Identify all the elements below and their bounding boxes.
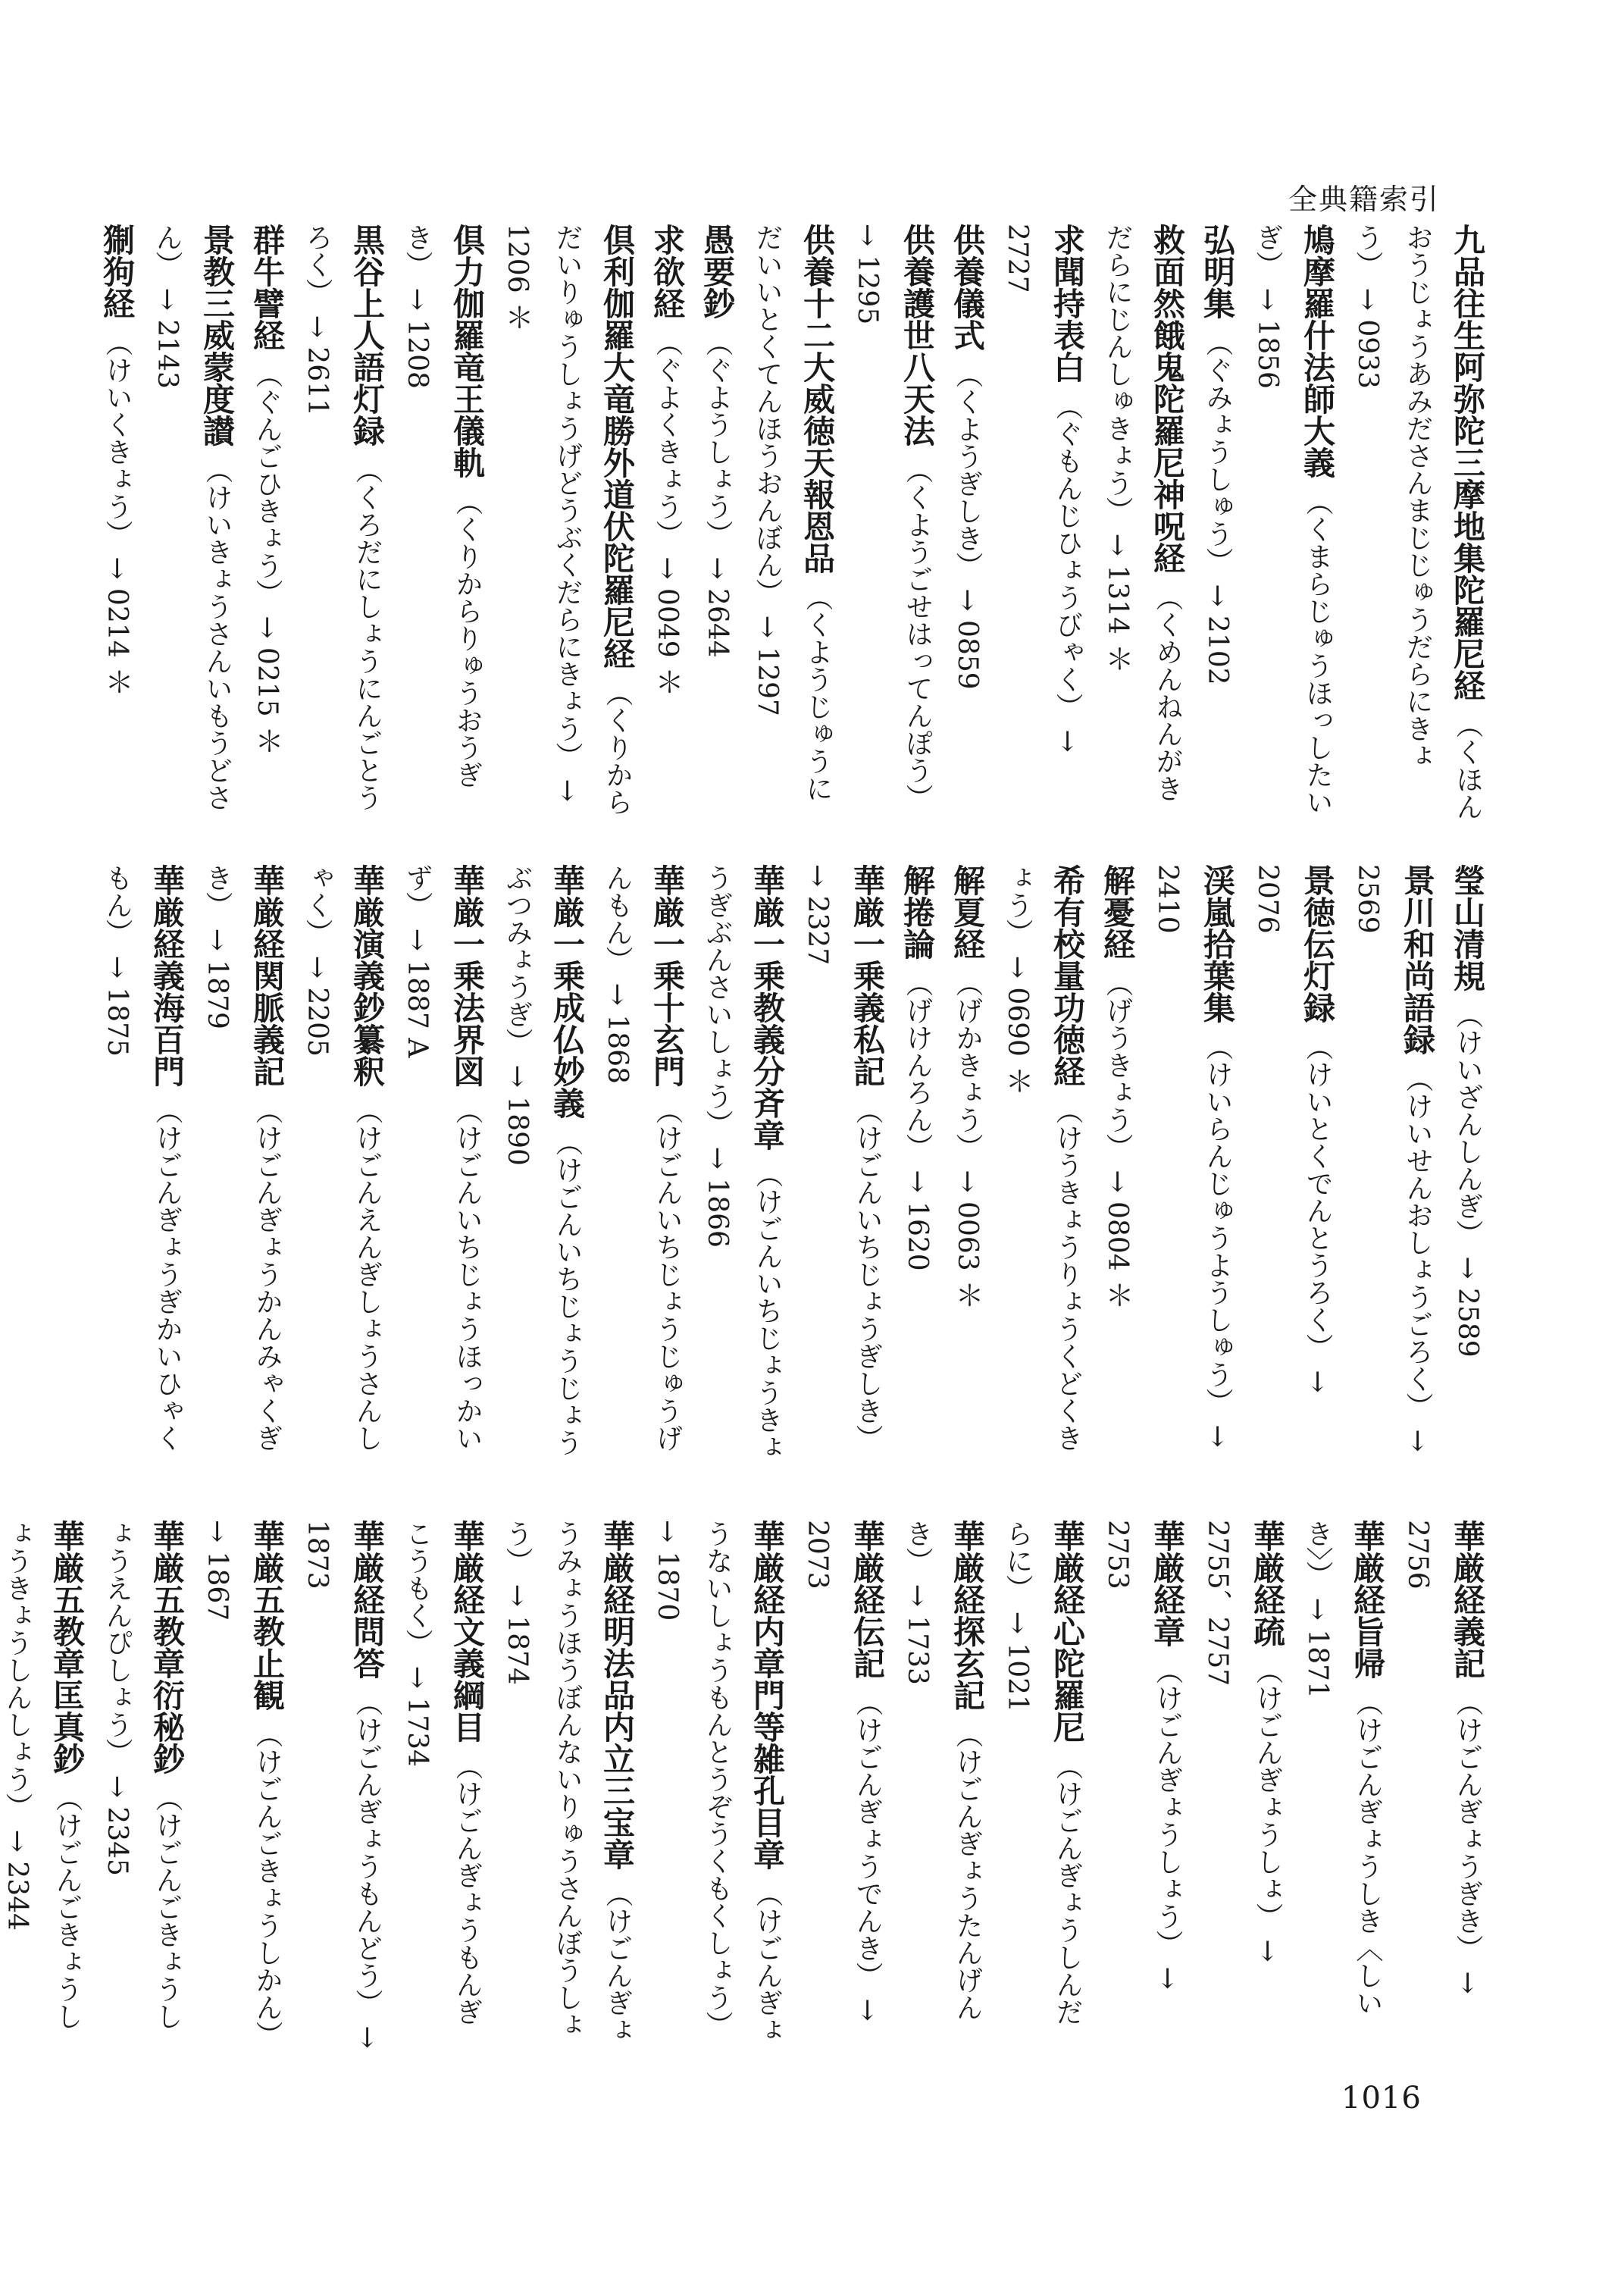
entry-reference: → 2753: [1102, 1520, 1183, 1990]
index-entry: [992, 224, 1092, 822]
entry-title: 希有校量功徳経: [1049, 864, 1086, 1087]
index-entry: [1392, 1520, 1492, 2050]
entry-reference: → 1733: [902, 1583, 933, 1685]
entry-title: 求聞持表白: [1049, 224, 1086, 383]
entry-title: 華厳経心陀羅尼: [1049, 1520, 1086, 1743]
entry-reading: （けいらんじゅうようしゅう）: [1202, 1032, 1233, 1415]
index-entry: [1442, 864, 1492, 1463]
entry-reference: → 1620: [902, 1170, 933, 1271]
entry-reference: → 2569: [1352, 864, 1433, 1452]
entry-mark: ＊: [1100, 644, 1134, 673]
entry-title: 華厳一乗義私記: [849, 864, 886, 1087]
entry-title: 華厳五教章匡真鈔: [49, 1520, 86, 1774]
entry-mark: ＊: [250, 726, 283, 756]
index-entry: [242, 224, 292, 822]
entry-title: 瑩山清規: [1449, 864, 1486, 991]
entry-reading: （けごんぎょうかんみゃくぎき）: [202, 864, 283, 1452]
index-entry: [1142, 864, 1242, 1463]
entry-reference: → 1874: [502, 1583, 533, 1685]
entry-reference: → 2756: [1402, 1520, 1483, 1994]
entry-reference: → 2205: [302, 955, 333, 1057]
entry-reference: → 2344: [2, 1829, 33, 1931]
entry-title: 供養護世八天法: [899, 224, 936, 446]
entry-title: 猘狗経: [99, 224, 136, 319]
index-entry: [192, 864, 292, 1463]
index-entry: [892, 864, 942, 1463]
index-entry: [742, 224, 842, 822]
index-entry: [842, 224, 942, 822]
entry-reading: （けいせんおしょうごろく）: [1402, 1064, 1433, 1420]
entry-reading: （くりからりゅうおうぎき）: [402, 224, 483, 788]
entry-reference: → 1297: [752, 615, 783, 716]
index-entry: [492, 1520, 642, 2050]
entry-title: 華厳経内章門等雑孔目章: [749, 1520, 786, 1870]
entry-reading: （げかきょう）: [952, 969, 983, 1161]
page-number: 1016: [1341, 2081, 1422, 2116]
entry-reference: → 1868: [602, 982, 633, 1084]
entry-reading: （けごんいちじょうじょうぶつみょうぎ）: [502, 864, 583, 1456]
entry-reading: （けごんごきょうしかん）: [252, 1720, 283, 2048]
entry-reading: （けごんぎょうないしょうもんとうぞうくもくしょう）: [702, 1520, 783, 2044]
entry-reference: → 0804: [1102, 1170, 1133, 1271]
entry-reading: （けごんぎょうしき〈しいき〉）: [1302, 1520, 1383, 2016]
entry-reading: （けごんごきょうしょうえんぴしょう）: [102, 1520, 183, 2030]
index-entry: [392, 864, 492, 1463]
entry-reference: → 1866: [702, 1146, 733, 1248]
index-entry: [492, 224, 642, 822]
entry-reading: （けごんぎょうもんぎこうもく）: [402, 1520, 483, 2025]
entry-title: 華厳経旨帰: [1349, 1520, 1386, 1679]
entry-mark: ＊: [100, 667, 133, 697]
entry-reading: （くりからだいりゅうしょうげどうぶくだらにきょう）: [552, 224, 633, 816]
entry-reference: → 1314: [1102, 533, 1133, 634]
index-entry: [1242, 224, 1342, 822]
index-entry: [392, 1520, 492, 2050]
entry-title: 九品往生阿弥陀三摩地集陀羅尼経: [1449, 224, 1486, 701]
entry-reference: → 1867: [202, 1520, 233, 1621]
index-entry: [992, 864, 1092, 1463]
entry-title: 供養十二大威徳天報恩品: [799, 224, 836, 574]
entry-reading: （くほんおうじょうあみださんまじじゅうだらにきょう）: [1352, 224, 1483, 820]
entry-reference: → 2589: [1452, 1256, 1483, 1358]
entry-reading: （けごんえんぎしょうさんしゃく）: [302, 864, 383, 1452]
index-entry: [1092, 1520, 1192, 2050]
index-entry: [92, 1520, 192, 2050]
entry-mark: ＊: [650, 667, 684, 697]
index-entry: [142, 224, 242, 822]
entry-title: 華厳経伝記: [849, 1520, 886, 1679]
entry-mark: ＊: [500, 302, 534, 332]
entry-title: 倶力伽羅竜王儀軌: [449, 224, 486, 478]
entry-title: 解捲論: [899, 864, 936, 960]
entry-reference: → 1208: [402, 287, 433, 389]
entry-mark: ＊: [1100, 1280, 1134, 1310]
entry-reference: → 2755、2757: [1202, 1520, 1283, 1962]
entry-reading: （けごんぎょうしんだらに）: [1002, 1520, 1083, 2025]
index-entry: [1092, 864, 1142, 1463]
index-entry: [642, 1520, 792, 2050]
entry-reference: → 1879: [202, 928, 233, 1029]
entry-reference: → 0933: [1352, 287, 1383, 389]
index-entry: [1192, 224, 1242, 822]
index-entry: [942, 224, 992, 822]
entry-reading: （けごんぎょうぎき）: [1452, 1688, 1483, 1962]
index-entry: [1342, 224, 1492, 822]
entry-title: 華厳経義海百門: [149, 864, 186, 1087]
entry-title: 倶利伽羅大竜勝外道伏陀羅尼経: [599, 224, 636, 669]
entry-reference: → 2102: [1202, 584, 1233, 685]
entry-reading: （けいきょうさんいもうどさん）: [152, 224, 233, 811]
entry-reference: → 0690: [1002, 955, 1033, 1057]
entry-title: 華厳一乗教義分斉章: [749, 864, 786, 1151]
entry-reference: → 1890: [502, 1064, 533, 1166]
entry-reading: （けごんいちじょうぎしき）: [852, 1096, 883, 1452]
index-entry: [692, 224, 742, 822]
index-entry: [592, 864, 692, 1463]
entry-reference: → 2345: [102, 1774, 133, 1876]
entry-reference: → 2073: [802, 1520, 883, 2022]
index-entry: [642, 224, 692, 822]
entry-reading: （けごんいちじょうほっかいず）: [402, 864, 483, 1452]
entry-title: 愚要鈔: [699, 224, 736, 319]
index-tier-3: [2, 1520, 1492, 2050]
entry-reference: → 1295: [852, 224, 883, 325]
entry-title: 救面然餓鬼陀羅尼神呪経: [1149, 224, 1186, 574]
entry-reading: （くまらじゅうほっしたいぎ）: [1252, 224, 1333, 816]
entry-title: 景川和尚語録: [1399, 864, 1436, 1055]
index-entry: [292, 864, 392, 1463]
index-tier-1: [99, 224, 1492, 822]
entry-title: 華厳経問答: [349, 1520, 386, 1679]
index-entry: [0, 1520, 92, 2050]
entry-reading: （ぐもんじひょうびゃく）: [1052, 392, 1083, 720]
entry-title: 華厳一乗十玄門: [649, 864, 686, 1087]
index-entry: [692, 864, 792, 1463]
entry-title: 華厳五教章衍秘鈔: [149, 1520, 186, 1774]
entry-reading: （けうきょうりょうくどくきょう）: [1002, 864, 1083, 1452]
entry-reference: → 1206: [502, 224, 583, 802]
entry-reference: → 2327: [802, 864, 833, 966]
index-entry: [892, 1520, 992, 2050]
entry-reading: （けごんぎょうしょ）: [1252, 1656, 1283, 1930]
entry-reference: → 2644: [702, 556, 733, 658]
entry-reference: → 2410: [1152, 864, 1233, 1448]
entry-reading: （けごんいちじょうじゅうげんもん）: [602, 864, 683, 1452]
entry-reading: （けごんぎょうでんき）: [852, 1688, 883, 1989]
entry-title: 華厳経明法品内立三宝章: [599, 1520, 636, 1870]
entry-title: 華厳一乗成仏妙義: [549, 864, 586, 1119]
index-entry: [492, 864, 592, 1463]
entry-mark: ＊: [1000, 1066, 1034, 1095]
entry-title: 華厳五教止観: [249, 1520, 286, 1711]
entry-title: 景教三威蒙度讃: [199, 224, 236, 446]
entry-reference: → 0214: [102, 556, 133, 658]
entry-title: 華厳経関脈義記: [249, 864, 286, 1087]
entry-reading: （けいくきょう）: [102, 328, 133, 547]
entry-reference: → 2727: [1002, 224, 1083, 753]
entry-title: 渓嵐拾葉集: [1199, 864, 1236, 1023]
entry-reference: → 0049: [652, 556, 683, 658]
index-tier-2: [102, 864, 1492, 1463]
entry-reference: → 1870: [652, 1520, 683, 1621]
entry-reading: （げけんろん）: [902, 969, 933, 1161]
entry-title: 華厳経章: [1149, 1520, 1186, 1647]
entry-reference: → 2143: [152, 287, 183, 389]
entry-reference: → 1734: [402, 1665, 433, 1767]
entry-reference: → 0063: [952, 1170, 983, 1271]
entry-reference: → 2611: [302, 315, 333, 416]
entry-title: 解夏経: [949, 864, 986, 960]
entry-reading: （けごんごきょうしょうきょうしんしょう）: [2, 1520, 83, 2030]
entry-title: 弘明集: [1199, 224, 1236, 319]
entry-reference: → 0859: [952, 588, 983, 690]
index-entry: [992, 1520, 1092, 2050]
entry-title: 華厳一乗法界図: [449, 864, 486, 1087]
entry-title: 華厳演義鈔纂釈: [349, 864, 386, 1087]
entry-reading: （くようぎしき）: [952, 360, 983, 579]
entry-reference: → 1873: [302, 1520, 383, 2049]
entry-title: 解憂経: [1099, 864, 1136, 960]
entry-reference: → 2076: [1252, 864, 1333, 1393]
entry-reading: （くめんねんがきだらにじんしゅきょう）: [1102, 224, 1183, 802]
index-entry: [792, 864, 892, 1463]
index-entry: [392, 224, 492, 822]
entry-reading: （くようじゅうにだいいとくてんほうおんぼん）: [752, 224, 833, 802]
index-entry: [292, 1520, 392, 2050]
index-entry: [1292, 1520, 1392, 2050]
entry-reading: （けごんぎょうもんどう）: [352, 1688, 383, 2016]
entry-reading: （ぐよくきょう）: [652, 328, 683, 547]
index-entry: [292, 224, 392, 822]
entry-reading: （げうきょう）: [1102, 969, 1133, 1161]
entry-title: 景徳伝灯録: [1299, 864, 1336, 1023]
index-entry: [792, 1520, 892, 2050]
entry-reading: （けいざんしんぎ）: [1452, 1001, 1483, 1247]
entry-reference: → 1871: [1302, 1597, 1333, 1699]
entry-title: 求欲経: [649, 224, 686, 319]
entry-reading: （けごんぎょうしょう）: [1152, 1656, 1183, 1957]
index-entry: [1242, 864, 1342, 1463]
entry-title: 鳩摩羅什法師大義: [1299, 224, 1336, 478]
index-entry: [192, 1520, 292, 2050]
entry-reading: （くようごせはってんぽう）: [902, 456, 933, 811]
entry-mark: ＊: [950, 1280, 984, 1310]
entry-reading: （けごんぎょうみょうほうぼんないりゅうさんぼうしょう）: [502, 1520, 633, 2044]
entry-reading: （くろだにしょうにんごとうろく）: [302, 224, 383, 811]
entry-reading: （ぐんごひきょう）: [252, 360, 283, 606]
entry-reading: （ぐみょうしゅう）: [1202, 328, 1233, 575]
entry-title: 群牛譬経: [249, 224, 286, 351]
index-entry: [1342, 864, 1442, 1463]
entry-reading: （けごんぎょうたんげんき）: [902, 1520, 983, 2021]
entry-reference: → 1856: [1252, 287, 1283, 389]
entry-title: 華厳経義記: [1449, 1520, 1486, 1679]
entry-reading: （けいとくでんとうろく）: [1302, 1032, 1333, 1361]
entry-title: 華厳経疏: [1249, 1520, 1286, 1647]
entry-reference: → 1887 A: [402, 928, 433, 1058]
index-entry: [1192, 1520, 1292, 2050]
entry-reference: → 0215: [252, 616, 283, 717]
page-header: 全典籍索引: [1288, 183, 1441, 216]
entry-reference: → 1875: [102, 955, 133, 1057]
entry-title: 華厳経探玄記: [949, 1520, 986, 1711]
index-entry: [92, 224, 142, 822]
entry-reading: （けごんぎょうぎかいひゃくもん）: [102, 864, 183, 1452]
entry-title: 華厳経文義綱目: [449, 1520, 486, 1743]
entry-title: 供養儀式: [949, 224, 986, 351]
index-entry: [942, 864, 992, 1463]
index-entry: [92, 864, 192, 1463]
index-entry: [1092, 224, 1192, 822]
entry-reading: （けごんいちじょうきょうぎぶんさいしょう）: [702, 864, 783, 1461]
entry-reading: （ぐようしょう）: [702, 328, 733, 547]
entry-reference: → 1021: [1002, 1611, 1033, 1712]
entry-title: 黒谷上人語灯録: [349, 224, 386, 446]
